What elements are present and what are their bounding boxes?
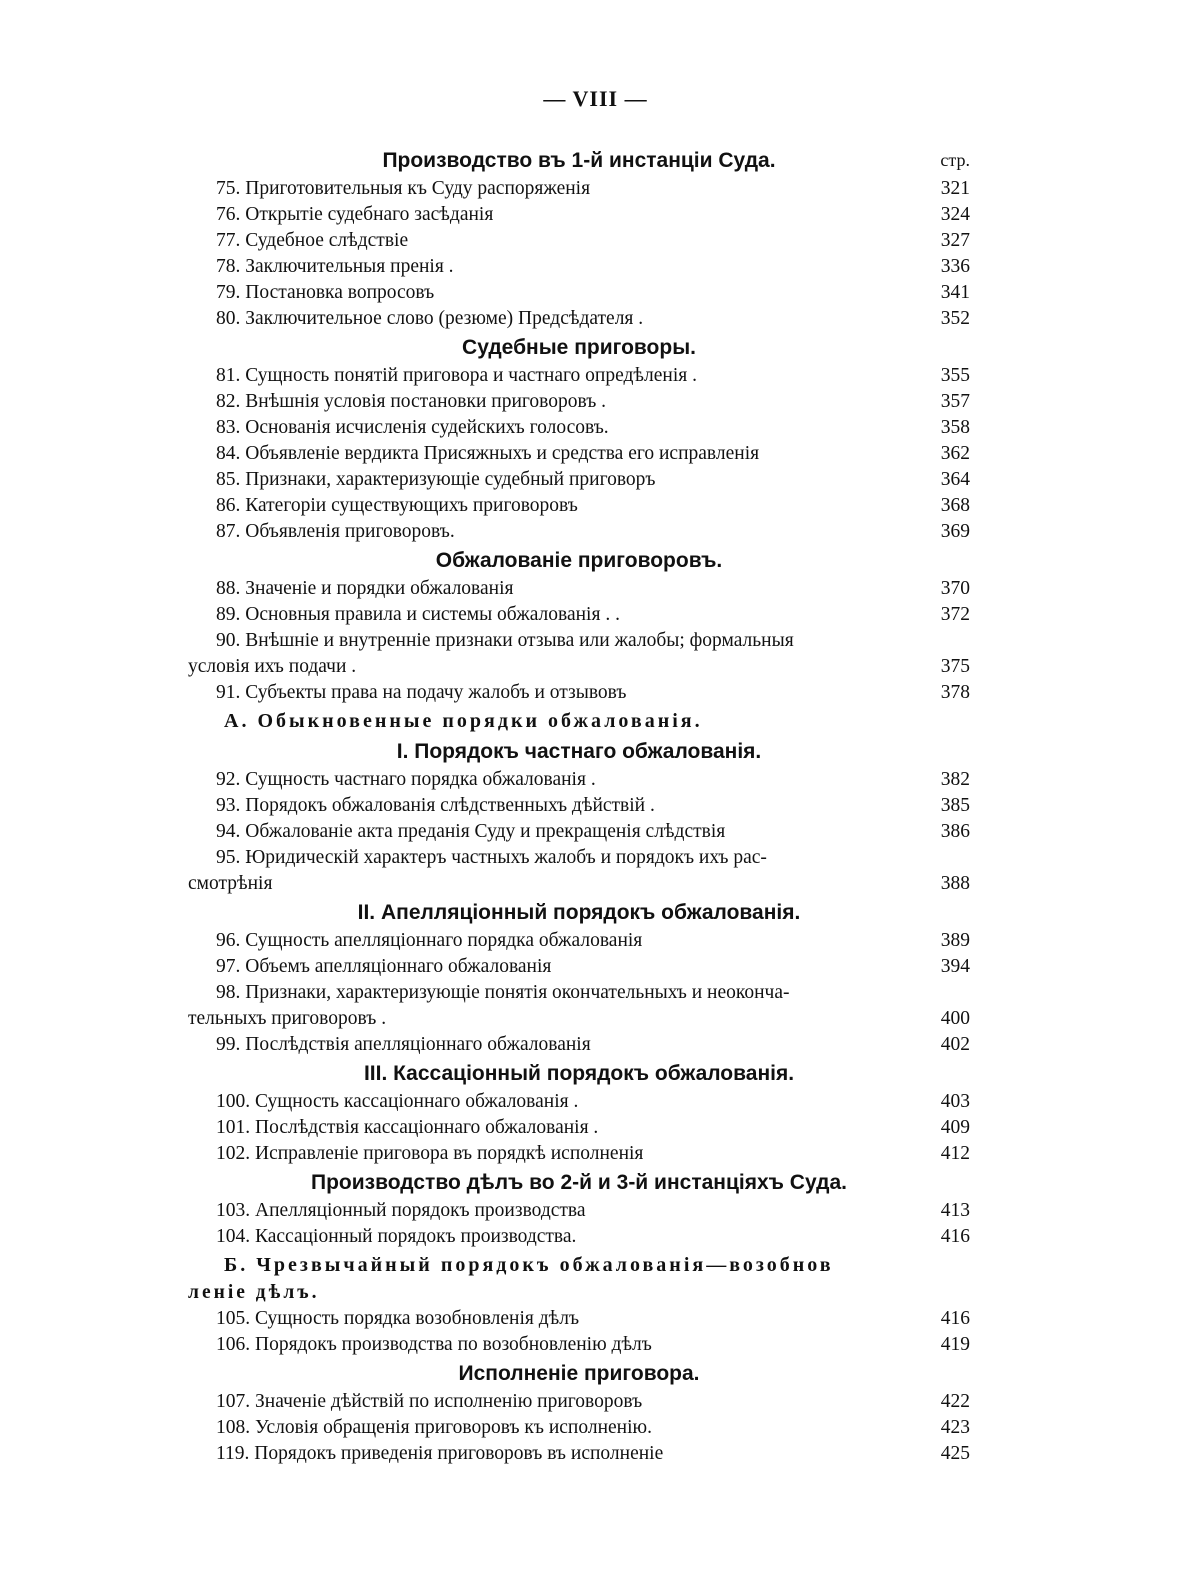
- toc-entry-text: 105. Сущность порядка возобновленія дѣлъ: [216, 1308, 580, 1329]
- section-heading-text: I. Порядокъ частнаго обжалованія.: [396, 740, 762, 763]
- toc-entry-page: 403: [940, 1091, 970, 1112]
- toc-entry-page: 378: [940, 682, 970, 703]
- toc-entry-page: 413: [940, 1200, 970, 1221]
- toc-entry-text: 80. Заключительное слово (резюме) Предсѣдателя .: [216, 308, 644, 329]
- section-heading: [188, 332, 970, 363]
- toc-entry-page: 352: [940, 308, 970, 329]
- toc-entry-page: 422: [940, 1391, 970, 1412]
- toc-entry-text: 87. Объявленія приговоровъ.: [216, 521, 455, 542]
- toc-entry-text: 76. Открытіе судебнаго засѣданія: [216, 204, 494, 225]
- toc-entry-page: 375: [940, 656, 970, 677]
- toc-entry: [188, 1115, 970, 1141]
- toc-entry: [188, 493, 970, 519]
- toc-entry-text: 85. Признаки, характеризующіе судебный приговоръ: [216, 469, 656, 490]
- toc-entry: [188, 1089, 970, 1115]
- toc-entry-page: 324: [940, 204, 970, 225]
- subsection-heading-text: Б. Чрезвычайный порядокъ обжалованія—возобнов: [224, 1254, 834, 1276]
- toc-entry: [188, 176, 970, 202]
- toc-entry-text: 90. Внѣшніе и внутренніе признаки отзыва или жалобы; формальныя: [216, 630, 794, 651]
- toc-entry-text: 119. Порядокъ приведенія приговоровъ въ исполненіе: [216, 1443, 664, 1464]
- toc-entry-text: условія ихъ подачи .: [188, 656, 357, 677]
- toc-entry-continuation: [188, 871, 970, 897]
- section-heading: [188, 1358, 970, 1389]
- toc-entry-text: 104. Кассаціонный порядокъ производства.: [216, 1226, 577, 1247]
- subsection-heading-continuation: [188, 1280, 970, 1306]
- toc-entry-text: 108. Условія обращенія приговоровъ къ исполненію.: [216, 1417, 652, 1438]
- toc-entry-text: 91. Субъекты права на подачу жалобъ и отзывовъ: [216, 682, 627, 703]
- toc-entry-text: 92. Сущность частнаго порядка обжалованія .: [216, 769, 596, 790]
- toc-entry: [188, 467, 970, 493]
- section-heading-text: Судебные приговоры.: [462, 336, 696, 359]
- toc-entry-continuation: [188, 1006, 970, 1032]
- section-heading-text: Производство въ 1-й инстанціи Суда.: [382, 149, 776, 172]
- page-number: — VIII —: [543, 86, 648, 111]
- toc-entry: [188, 980, 970, 1006]
- toc-entry-text: 100. Сущность кассаціоннаго обжалованія .: [216, 1091, 579, 1112]
- toc-entry: [188, 254, 970, 280]
- toc-entry-text: 75. Приготовительныя къ Суду распоряженія: [216, 178, 591, 199]
- toc-entry-text: 82. Внѣшнія условія постановки приговоровъ .: [216, 391, 607, 412]
- toc-entry: [188, 1141, 970, 1167]
- section-heading: [188, 736, 970, 767]
- toc-entry: [188, 1306, 970, 1332]
- toc-entry-page: 425: [940, 1443, 970, 1464]
- toc-entry: [188, 1032, 970, 1058]
- toc-entry: [188, 202, 970, 228]
- section-heading: [188, 897, 970, 928]
- table-of-contents: [188, 145, 970, 1467]
- toc-entry: [188, 389, 970, 415]
- subsection-heading-text: А. Обыкновенные порядки обжалованія.: [224, 710, 703, 732]
- toc-entry: [188, 441, 970, 467]
- toc-entry-page: 370: [940, 578, 970, 599]
- toc-entry: [188, 954, 970, 980]
- subsection-heading: [188, 706, 970, 736]
- toc-entry-page: 402: [940, 1034, 970, 1055]
- toc-entry: [188, 519, 970, 545]
- toc-entry: [188, 928, 970, 954]
- toc-entry-text: 99. Послѣдствія апелляціоннаго обжалованія: [216, 1034, 591, 1055]
- section-heading-text: II. Апелляціонный порядокъ обжалованія.: [357, 901, 801, 924]
- toc-entry-page: 400: [940, 1008, 970, 1029]
- toc-entry-text: смотрѣнія: [188, 873, 273, 894]
- toc-entry: [188, 363, 970, 389]
- toc-entry-page: 388: [940, 873, 970, 894]
- toc-entry-page: 412: [940, 1143, 970, 1164]
- toc-entry-page: 364: [940, 469, 970, 490]
- toc-entry-page: 389: [940, 930, 970, 951]
- subsection-heading-text: леніе дѣлъ.: [188, 1282, 320, 1303]
- toc-entry-text: 88. Значеніе и порядки обжалованія: [216, 578, 514, 599]
- toc-entry: [188, 576, 970, 602]
- toc-entry: [188, 845, 970, 871]
- toc-entry: [188, 306, 970, 332]
- toc-entry-page: 358: [940, 417, 970, 438]
- toc-entry: [188, 819, 970, 845]
- toc-entry-text: 96. Сущность апелляціоннаго порядка обжалованія: [216, 930, 643, 951]
- section-heading: [188, 1167, 970, 1198]
- section-heading-text: III. Кассаціонный порядокъ обжалованія.: [363, 1062, 795, 1085]
- toc-entry-text: 78. Заключительныя пренія .: [216, 256, 454, 277]
- toc-entry-text: 79. Постановка вопросовъ: [216, 282, 435, 303]
- toc-entry-page: 394: [940, 956, 970, 977]
- subsection-heading: [188, 1250, 970, 1280]
- toc-entry: [188, 1224, 970, 1250]
- toc-entry-text: 83. Основанія исчисленія судейскихъ голосовъ.: [216, 417, 609, 438]
- toc-entry-page: 423: [940, 1417, 970, 1438]
- toc-entry-text: 93. Порядокъ обжалованія слѣдственныхъ дѣйствій .: [216, 795, 655, 816]
- toc-entry: [188, 1332, 970, 1358]
- toc-entry-page: 369: [940, 521, 970, 542]
- section-heading: [188, 145, 970, 176]
- toc-entry: [188, 228, 970, 254]
- toc-entry-text: 106. Порядокъ производства по возобновленію дѣлъ: [216, 1334, 652, 1355]
- toc-entry-text: 81. Сущность понятій приговора и частнаго опредѣленія .: [216, 365, 697, 386]
- toc-entry: [188, 1415, 970, 1441]
- toc-entry: [188, 1198, 970, 1224]
- toc-entry: [188, 793, 970, 819]
- toc-entry-page: 372: [940, 604, 970, 625]
- toc-entry-page: 368: [940, 495, 970, 516]
- toc-entry-page: 355: [940, 365, 970, 386]
- toc-entry-text: 95. Юридическій характеръ частныхъ жалобъ и порядокъ ихъ рас-: [216, 847, 767, 868]
- toc-entry-page: 336: [940, 256, 970, 277]
- toc-entry-text: 98. Признаки, характеризующіе понятія окончательныхъ и неокончa-: [216, 982, 790, 1003]
- toc-entry-page: 382: [940, 769, 970, 790]
- toc-entry-page: 409: [940, 1117, 970, 1138]
- toc-entry-text: тельныхъ приговоровъ .: [188, 1008, 387, 1029]
- toc-entry-text: 94. Обжалованіе акта преданія Суду и прекращенія слѣдствія: [216, 821, 726, 842]
- toc-entry-text: 77. Судебное слѣдствіе: [216, 230, 409, 251]
- toc-entry-text: 103. Апелляціонный порядокъ производства: [216, 1200, 586, 1221]
- toc-entry-page: 357: [940, 391, 970, 412]
- toc-entry-page: 362: [940, 443, 970, 464]
- section-heading-text: Исполненіе приговора.: [458, 1362, 700, 1385]
- toc-entry: [188, 280, 970, 306]
- section-heading-text: Обжалованіе приговоровъ.: [435, 549, 723, 572]
- toc-entry: [188, 680, 970, 706]
- toc-entry-page: 416: [940, 1226, 970, 1247]
- page-column-label: стр.: [940, 150, 970, 170]
- toc-entry: [188, 628, 970, 654]
- toc-entry: [188, 415, 970, 441]
- section-heading-text: Производство дѣлъ во 2-й и 3-й инстанціяхъ Суда.: [311, 1171, 847, 1194]
- section-heading: [188, 545, 970, 576]
- toc-entry-text: 107. Значеніе дѣйствій по исполненію приговоровъ: [216, 1391, 643, 1412]
- section-heading: [188, 1058, 970, 1089]
- toc-entry-page: 327: [940, 230, 970, 251]
- toc-entry: [188, 1441, 970, 1467]
- toc-entry: [188, 767, 970, 793]
- toc-entry-text: 84. Объявленіе вердикта Присяжныхъ и средства его исправленія: [216, 443, 760, 464]
- toc-entry-page: 321: [940, 178, 970, 199]
- toc-entry-page: 386: [940, 821, 970, 842]
- toc-entry: [188, 1389, 970, 1415]
- toc-entry-continuation: [188, 654, 970, 680]
- toc-entry: [188, 602, 970, 628]
- toc-entry-page: 416: [940, 1308, 970, 1329]
- toc-entry-text: 86. Категоріи существующихъ приговоровъ: [216, 495, 578, 516]
- toc-entry-text: 101. Послѣдствія кассаціоннаго обжалованія .: [216, 1117, 599, 1138]
- toc-entry-text: 89. Основныя правила и системы обжалованія . .: [216, 604, 620, 625]
- toc-entry-text: 102. Исправленіе приговора въ порядкѣ исполненія: [216, 1143, 644, 1164]
- toc-entry-page: 385: [940, 795, 970, 816]
- toc-entry-page: 341: [940, 282, 970, 303]
- toc-entry-page: 419: [940, 1334, 970, 1355]
- toc-entry-text: 97. Объемъ апелляціоннаго обжалованія: [216, 956, 552, 977]
